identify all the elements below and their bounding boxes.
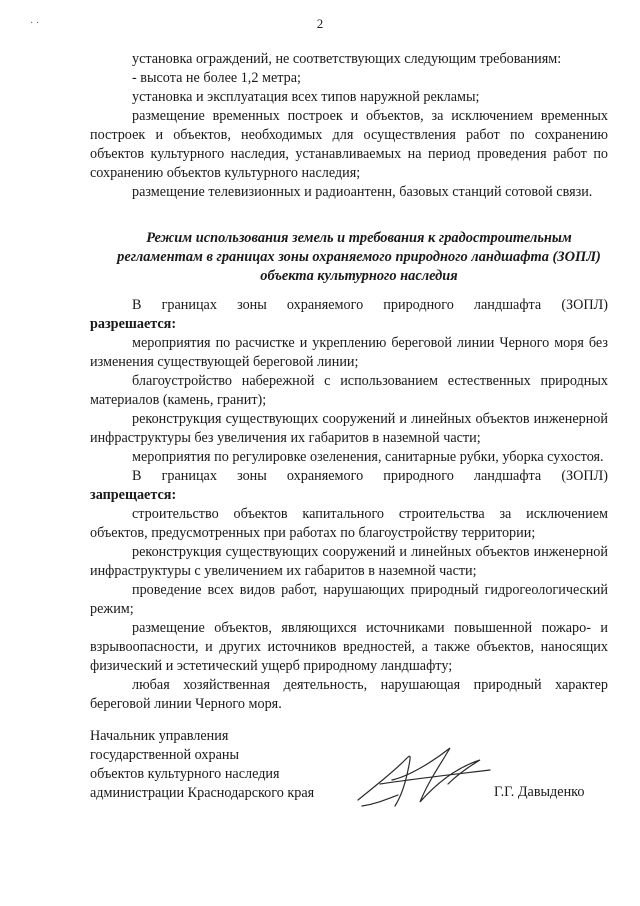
handwritten-signature [350,740,500,815]
scan-mark: · · [30,18,40,29]
list-item: благоустройство набережной с использованием естественных природных материалов (камень, гранит); [90,373,608,408]
list-item: установка ограждений, не соответствующих следующим требованиям: [132,51,562,67]
list-item: - высота не более 1,2 метра; [132,70,301,86]
list-item: размещение объектов, являющихся источниками повышенной пожаро- и взрывоопасности, и других источников вредностей, а также объектов, наносящих физический и эстетический ущерб природному ландшафту; [90,620,608,674]
position-line: Начальник управления [90,728,229,744]
list-item: размещение временных построек и объектов, за исключением временных построек и объектов, необходимых для осуществления работ по сохранению объектов культурного наследия, устанавливаемых на период проведения работ по сохранению объектов культурного наследия; [90,108,608,181]
position-line: администрации Краснодарского края [90,785,315,801]
allowed-section [90,296,608,714]
page-number: 2 [316,16,324,31]
list-item: проведение всех видов работ, нарушающих природный гидрогеологический режим; [90,582,608,617]
list-item: мероприятия по регулировке озеленения, санитарные рубки, уборка сухостоя. [132,449,604,465]
list-item: строительство объектов капитального строительства за исключением объектов, предусмотренных при работах по благоустройству территории; [90,506,608,541]
list-item: любая хозяйственная деятельность, нарушающая природный характер береговой линии Черного моря. [90,677,608,712]
position-line: объектов культурного наследия [90,766,280,782]
forbidden-keyword: запрещается: [90,487,177,503]
section-title: Режим использования земель и требования к градостроительным регламентам в границах зоны охраняемого природного ландшафта (ЗОПЛ) объекта культурного наследия [117,230,601,284]
top-list [90,50,608,202]
list-item: мероприятия по расчистке и укреплению береговой линии Черного моря без изменения существующей береговой линии; [90,335,608,370]
position-line: государственной охраны [90,747,240,763]
signatory-position [90,727,314,803]
signatory-name: Г.Г. Давыденко [494,784,585,800]
list-item: реконструкция существующих сооружений и линейных объектов инженерной инфраструктуры без увеличения их габаритов в наземной части; [90,411,608,446]
list-item: размещение телевизионных и радиоантенн, базовых станций сотовой связи. [132,184,593,200]
allowed-keyword: разрешается: [90,316,177,332]
forbidden-intro: В границах зоны охраняемого природного ландшафта (ЗОПЛ) [132,468,608,484]
list-item: реконструкция существующих сооружений и линейных объектов инженерной инфраструктуры с увеличением их габаритов в наземной части; [90,544,608,579]
allowed-intro: В границах зоны охраняемого природного ландшафта (ЗОПЛ) [132,297,608,313]
list-item: установка и эксплуатация всех типов наружной рекламы; [132,89,480,105]
